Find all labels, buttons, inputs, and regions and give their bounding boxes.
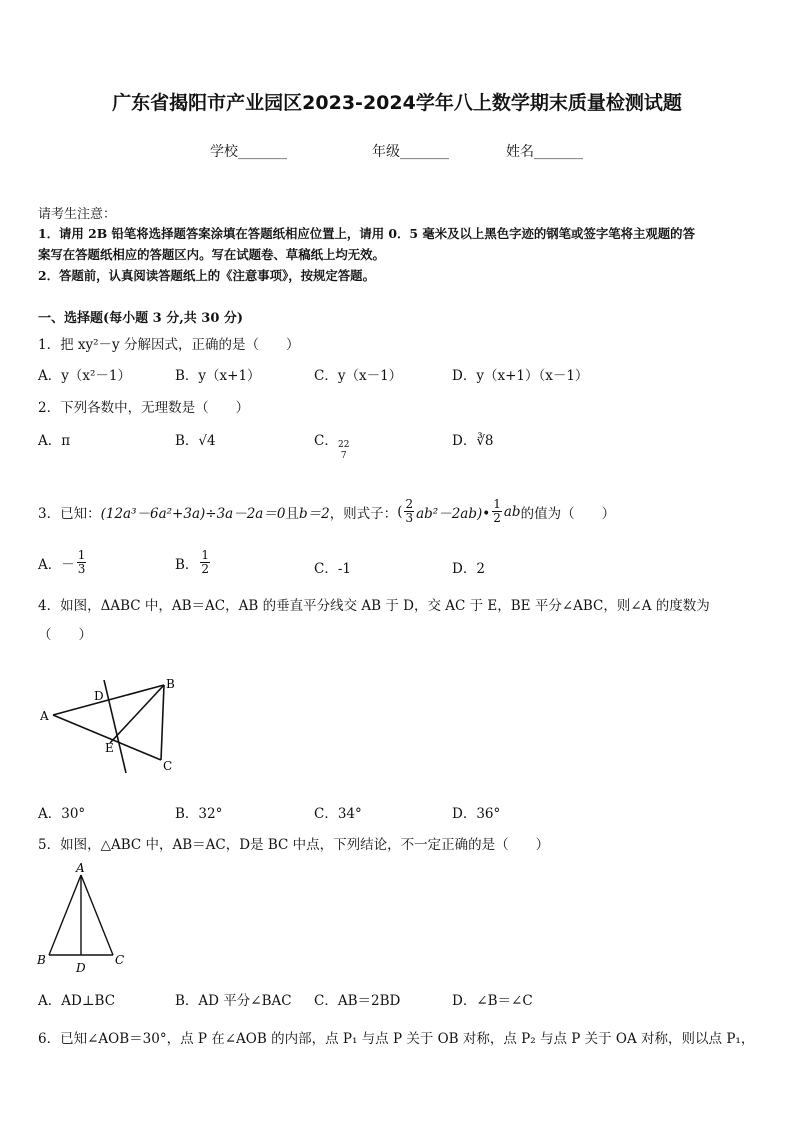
q4-label-a: A: [40, 709, 49, 723]
notice-heading: 请考生注意：: [38, 207, 117, 222]
notice-item1-line1: 1．请用 2B 铅笔将选择题答案涂填在答题纸相应位置上，请用 0．5 毫米及以上黑色字迹的钢笔或签字笔将主观题的答: [38, 226, 695, 241]
q5-stem: 5．如图，△ABC 中，AB＝AC，D是 BC 中点，下列结论，不一定正确的是（ ）: [38, 837, 550, 853]
q4-perpendicular-bisector: [104, 680, 126, 773]
q4-segment-be: [110, 685, 164, 743]
section-heading: 一、选择题(每小题 3 分,共 30 分): [38, 311, 244, 326]
q3-condition: b＝2: [298, 505, 330, 522]
q3-option-b-prefix: B．: [175, 556, 199, 573]
q1-option-a: A．y（x²－1）: [38, 368, 131, 384]
q1-option-d: D．y（x+1）（x－1）: [452, 368, 589, 384]
q3-prefix: 3．已知：: [38, 505, 101, 522]
q1-option-b: B．y（x+1）: [175, 368, 261, 384]
q4-label-e: E: [105, 741, 114, 755]
q4-figure: [30, 670, 190, 780]
q4-label-b: B: [166, 677, 175, 691]
q2-option-c-denominator: 7: [340, 451, 347, 461]
q2-option-b: [175, 429, 216, 449]
q3-fraction-2-3: $\frac{2}{3}$: [405, 497, 414, 525]
q2-option-b-value: √4: [198, 433, 216, 449]
q3-ask: ，则式子：: [329, 505, 398, 522]
q2-option-d: [452, 429, 494, 449]
q4-option-a: A．30°: [38, 806, 86, 822]
notice-item2: 2．答题前，认真阅读答题纸上的《注意事项》，按规定答题。: [38, 268, 375, 283]
q5-figure: [32, 860, 132, 978]
q2-option-d-prefix: D．: [452, 433, 477, 449]
q4-label-d: D: [94, 689, 104, 703]
q3-fraction-1-2: $\frac{1}{2}$: [493, 497, 501, 525]
q2-option-b-prefix: B．: [175, 433, 199, 449]
q2-option-a: A．π: [38, 433, 71, 449]
q5-option-a: A．AD⊥BC: [38, 993, 116, 1009]
q3-tail: 的值为（ ）: [520, 505, 616, 522]
q3-stem: 3．已知： (12a³－6a²+3a)÷3a－2a＝0 且 b＝2 ，则式子： ( $\frac{2}{3}$ ab²－2ab)• $\frac{1}{2}$ ab 的值为（ ）: [38, 497, 616, 525]
q5-label-d: D: [76, 961, 86, 975]
q4-option-b: B．32°: [175, 806, 223, 822]
q6-stem: 6．已知∠AOB＝30°，点 P 在∠AOB 的内部，点 P₁ 与点 P 关于 OB 对称，点 P₂ 与点 P 关于 OA 对称，则以点 P₁，: [38, 1031, 755, 1047]
q3-option-b-fraction: $\frac{1}{2}$: [201, 548, 210, 576]
notice-item1-line2: 案写在答题纸相应的答题区内。写在试题卷、草稿纸上均无效。: [38, 247, 385, 262]
q2-option-d-value: ∛8: [476, 433, 494, 449]
q3-option-a-fraction: $\frac{1}{3}$: [77, 548, 86, 576]
q3-expression-3: ab: [503, 503, 521, 520]
school-field: 学校_______: [210, 144, 287, 160]
q4-label-c: C: [163, 759, 173, 773]
q5-label-a: A: [76, 861, 85, 875]
page-title: 广东省揭阳市产业园区2023-2024学年八上数学期末质量检测试题: [112, 92, 682, 114]
q1-option-c: C．y（x－1）: [314, 368, 403, 384]
q5-label-b: B: [37, 953, 46, 967]
q2-option-c-fraction: [338, 440, 349, 462]
q2-stem: 2．下列各数中，无理数是（ ）: [38, 400, 250, 416]
q3-connector: 且: [285, 505, 299, 522]
q5-segment-ab: [49, 875, 81, 955]
q4-segment-bc: [161, 685, 164, 760]
q5-option-b: B．AD 平分∠BAC: [175, 993, 292, 1009]
grade-field: 年级_______: [372, 144, 449, 160]
q3-expression-1: (12a³－6a²+3a)÷3a－2a＝0: [100, 505, 286, 522]
q3-option-b: [175, 549, 212, 576]
q4-stem-line2: （ ）: [38, 627, 92, 643]
q4-stem-line1: 4．如图，ΔABC 中，AB＝AC，AB 的垂直平分线交 AB 于 D，交 AC 于 E，BE 平分∠ABC，则∠A 的度数为: [38, 598, 710, 614]
q1-stem: 1．把 xy²－y 分解因式，正确的是（ ）: [38, 337, 300, 353]
q5-option-c: C．AB＝2BD: [314, 993, 401, 1009]
q3-option-d: D．2: [452, 561, 485, 577]
q5-label-c: C: [115, 953, 125, 967]
q4-option-c: C．34°: [314, 806, 362, 822]
q2-option-c-numerator: 22: [338, 440, 350, 450]
q5-option-d: D．∠B＝∠C: [452, 993, 533, 1009]
q3-option-a-prefix: A．－: [38, 556, 75, 573]
q3-expression-2: ab²－2ab)•: [416, 505, 491, 522]
q2-option-c-prefix: C．: [314, 433, 338, 449]
q3-option-a: [38, 549, 88, 576]
q4-option-d: D．36°: [452, 806, 501, 822]
name-field: 姓名_______: [506, 144, 583, 160]
q5-segment-ac: [81, 875, 113, 955]
q3-option-c: C．-1: [314, 561, 351, 577]
